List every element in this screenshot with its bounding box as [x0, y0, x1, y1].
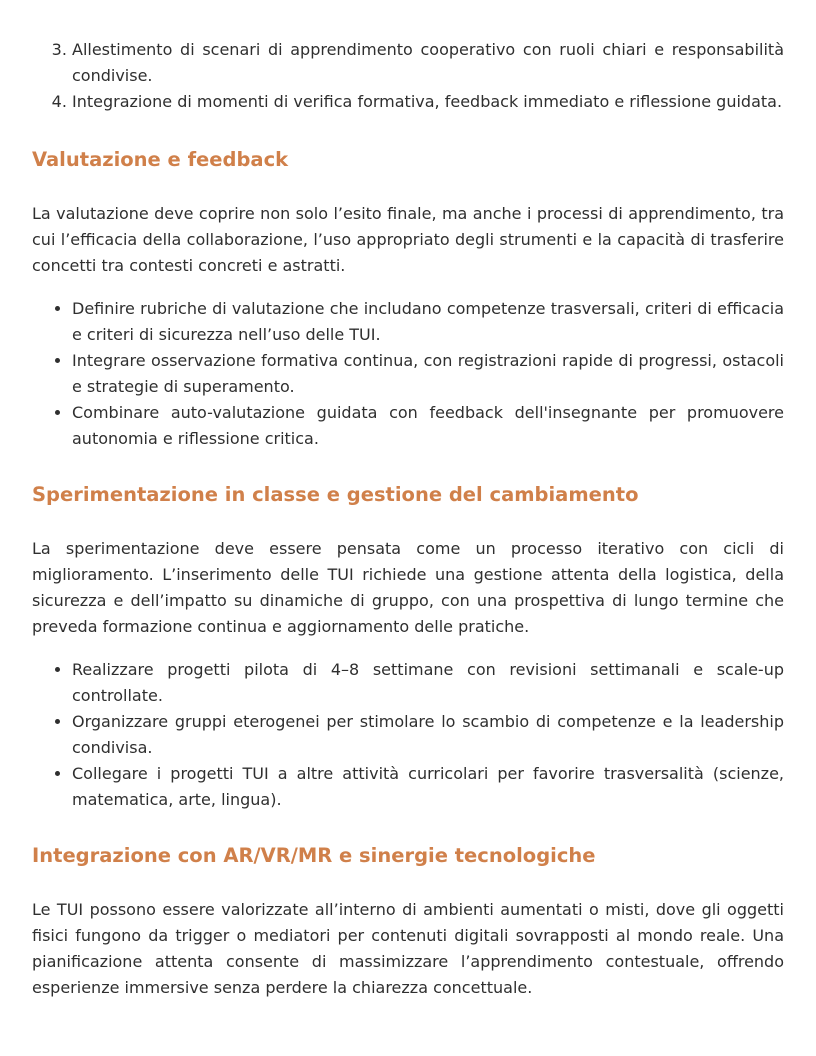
section-heading-valutazione: Valutazione e feedback: [32, 148, 289, 171]
list-item: • Combinare auto-valutazione guidata con feedback dell'insegnante per promuovere autonomia e riflessione critica.: [72, 400, 784, 452]
document-page: [32, 37, 784, 1001]
ordered-list: [32, 37, 784, 115]
bullet-list: [32, 657, 784, 813]
section-heading-integrazione: Integrazione con AR/VR/MR e sinergie tecnologiche: [32, 844, 596, 867]
bullet-list: [32, 296, 784, 452]
list-item: 3. Allestimento di scenari di apprendimento cooperativo con ruoli chiari e responsabilità condivise.: [72, 37, 784, 89]
list-item: • Organizzare gruppi eterogenei per stimolare lo scambio di competenze e la leadership condivisa.: [72, 709, 784, 761]
list-item: • Integrare osservazione formativa continua, con registrazioni rapide di progressi, ostacoli e strategie di superamento.: [72, 348, 784, 400]
section-paragraph: La valutazione deve coprire non solo l’esito finale, ma anche i processi di apprendimento, tra cui l’efficacia della collaborazione, l’uso appropriato degli strumenti e la capacità di trasferire concetti tra contesti concreti e astratti.: [32, 204, 784, 275]
list-item: 4. Integrazione di momenti di verifica formativa, feedback immediato e riflessione guidata.: [72, 89, 784, 115]
section-paragraph: Le TUI possono essere valorizzate all’interno di ambienti aumentati o misti, dove gli oggetti fisici fungono da trigger o mediatori per contenuti digitali sovrapposti al mondo reale. Una pianificazione attenta consente di massimizzare l’apprendimento contestuale, offrendo esperienze immersive senza perdere la chiarezza concettuale.: [32, 900, 784, 997]
list-item: • Definire rubriche di valutazione che includano competenze trasversali, criteri di efficacia e criteri di sicurezza nell’uso delle TUI.: [72, 296, 784, 348]
section-heading-sperimentazione: Sperimentazione in classe e gestione del cambiamento: [32, 483, 639, 506]
list-item: • Collegare i progetti TUI a altre attività curricolari per favorire trasversalità (scienze, matematica, arte, lingua).: [72, 761, 784, 813]
list-item: • Realizzare progetti pilota di 4–8 settimane con revisioni settimanali e scale-up controllate.: [72, 657, 784, 709]
section-paragraph: La sperimentazione deve essere pensata come un processo iterativo con cicli di miglioramento. L’inserimento delle TUI richiede una gestione attenta della logistica, della sicurezza e dell’impatto su dinamiche di gruppo, con una prospettiva di lungo termine che preveda formazione continua e aggiornamento delle pratiche.: [32, 539, 784, 636]
